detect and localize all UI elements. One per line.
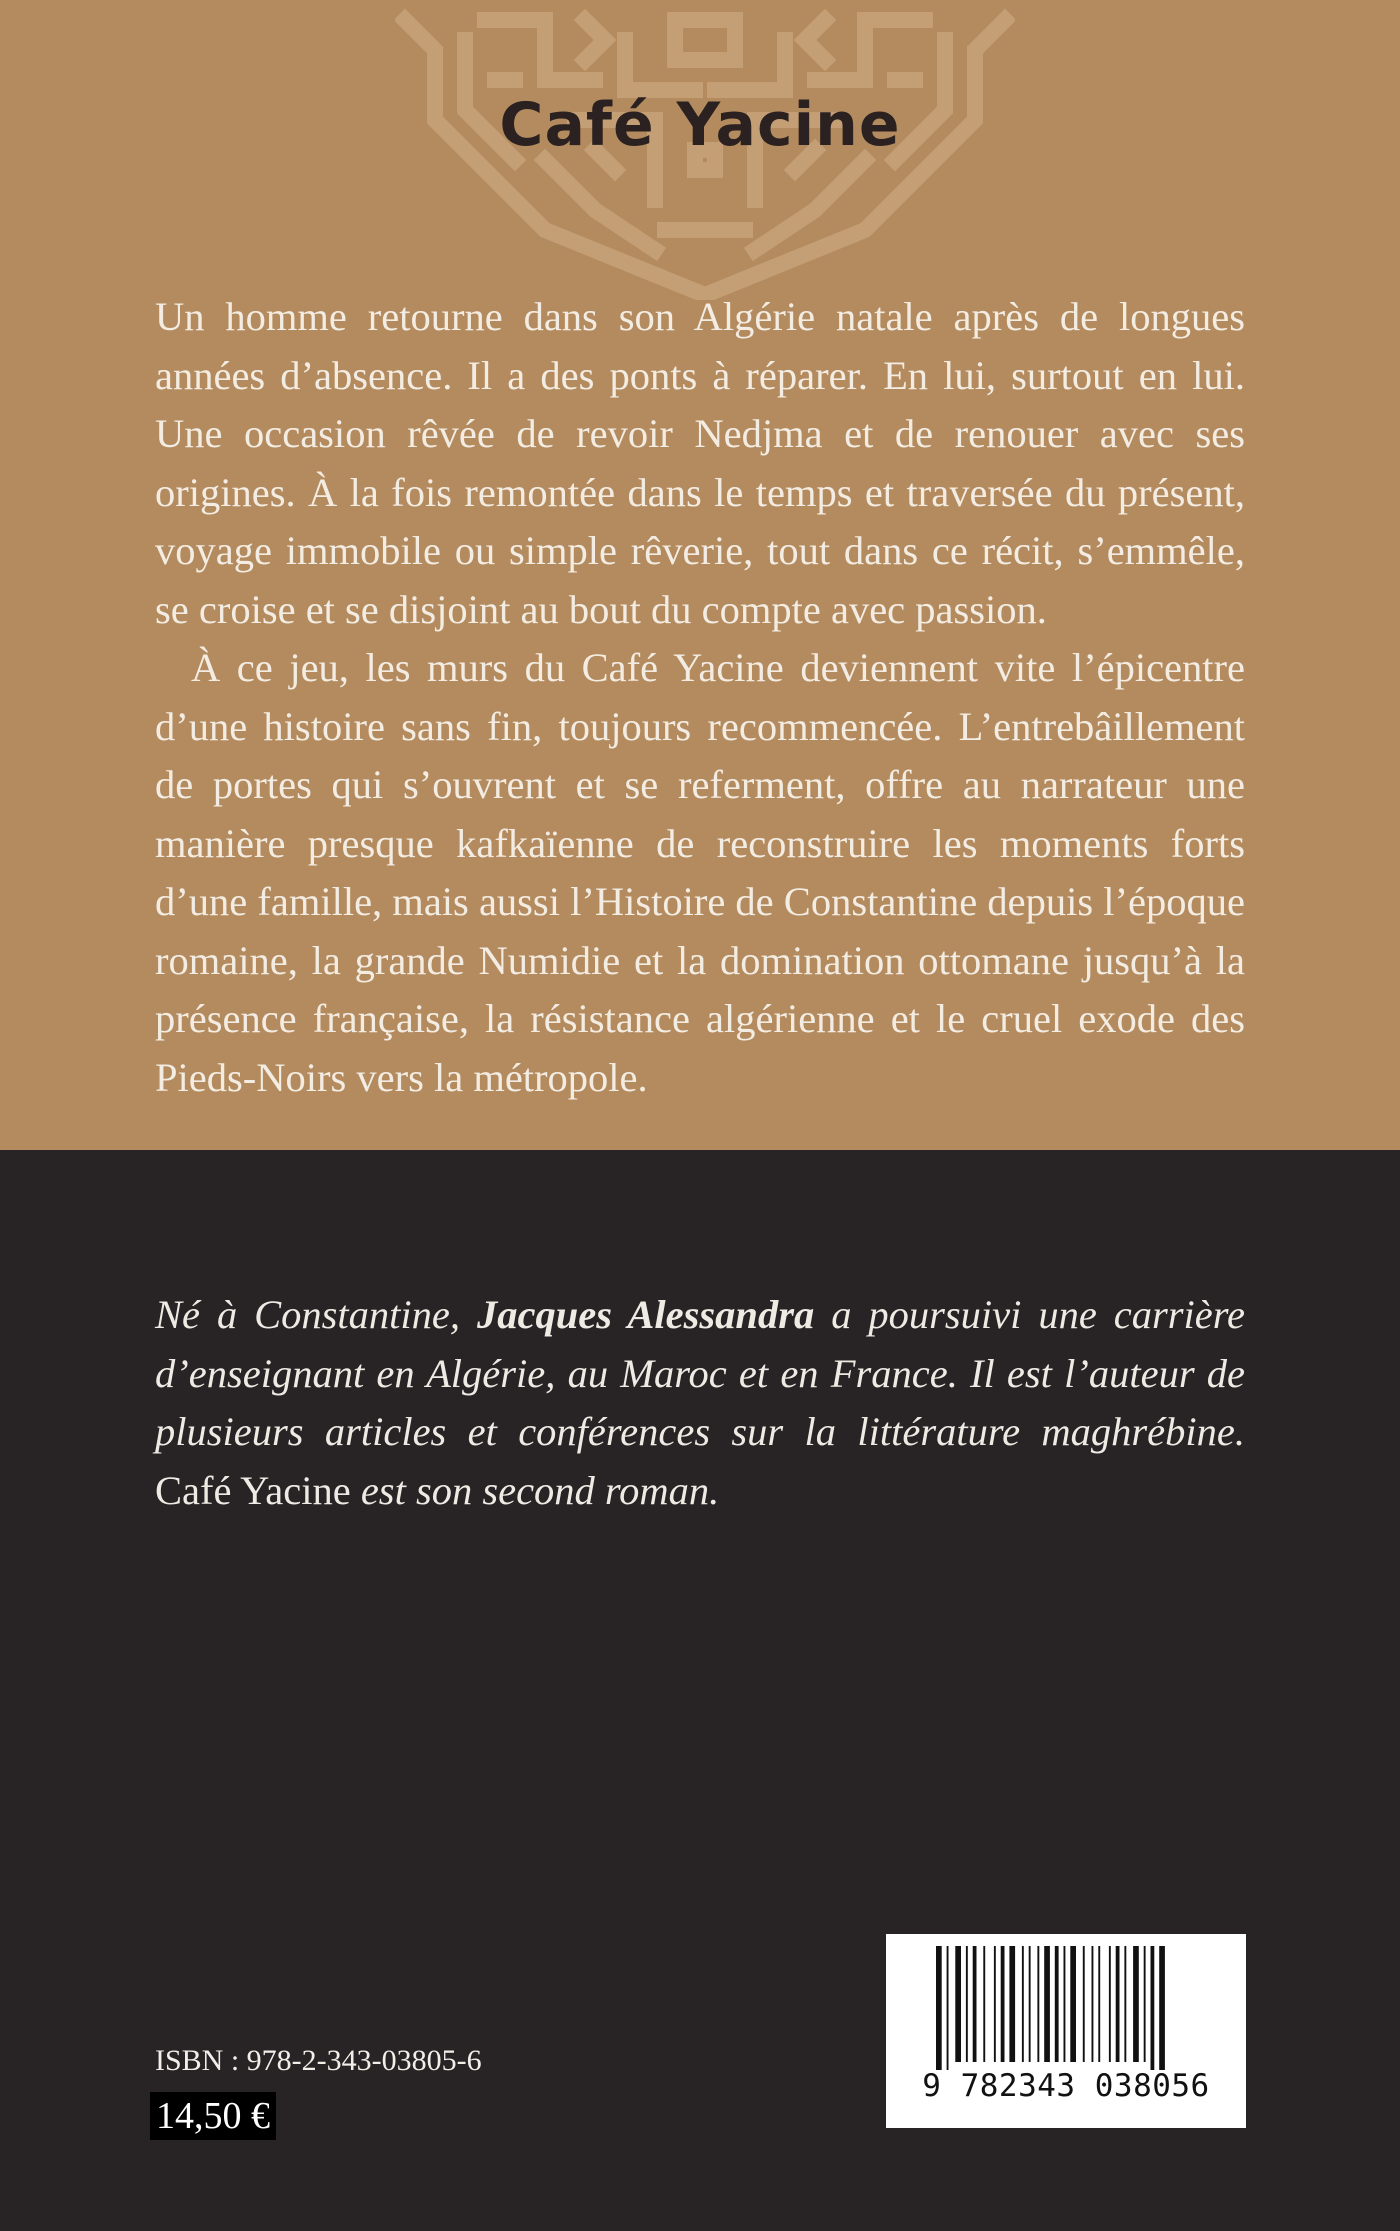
bio-text: a poursuivi une carrière d’enseignant en Algérie, au Maroc et en France. Il est l’auteur de plusieurs articles et conférences sur la littérature maghrébine.: [155, 1292, 1245, 1454]
barcode-bar: [1151, 1946, 1155, 2070]
barcode-bar: [936, 1946, 942, 2070]
barcode-bar: [1037, 1946, 1039, 2062]
barcode-bar: [1083, 1946, 1085, 2062]
barcode-bar: [947, 1946, 949, 2070]
barcode-bar: [955, 1946, 961, 2062]
barcode-bar: [1092, 1946, 1094, 2062]
isbn-number: ISBN : 978-2-343-03805-6: [155, 2044, 482, 2077]
barcode-bar: [1009, 1946, 1015, 2062]
book-title: Café Yacine: [499, 90, 901, 160]
barcode-bar: [1044, 1946, 1050, 2062]
barcode-bar: [1116, 1946, 1120, 2062]
barcode-bar: [1022, 1946, 1024, 2062]
barcode-bar: [973, 1946, 977, 2062]
barcode-bar: [1133, 1946, 1139, 2062]
barcode-bar: [1070, 1946, 1076, 2062]
author-bio: [155, 1286, 1245, 1520]
bio-intro: Né à Constantine,: [155, 1292, 477, 1337]
barcode-bar: [1159, 1946, 1165, 2070]
barcode-bar: [994, 1946, 996, 2062]
barcode-bar: [1124, 1946, 1126, 2062]
barcode-bar: [1055, 1946, 1059, 2062]
author-name: Jacques Alessandra: [476, 1292, 815, 1337]
barcode-bar: [1144, 1946, 1146, 2062]
barcode: [886, 1934, 1246, 2128]
barcode-bar: [1109, 1946, 1111, 2062]
barcode-bar: [966, 1946, 968, 2062]
barcode-bar: [983, 1946, 985, 2062]
barcode-bar: [1001, 1946, 1005, 2062]
price-label: 14,50 €: [150, 2092, 276, 2140]
barcode-bar: [1098, 1946, 1100, 2062]
book-blurb: [155, 288, 1245, 1107]
barcode-bar: [1029, 1946, 1031, 2062]
blurb-paragraph: Un homme retourne dans son Algérie natale après de longues années d’absence. Il a des ponts à réparer. En lui, surtout en lui. Une occasion rêvée de revoir Nedjma et de renouer avec ses origines. À la fois remontée dans le temps et traversée du présent, voyage immobile ou simple rêverie, tout dans ce récit, s’emmêle, se croise et se disjoint au bout du compte avec passion.: [155, 294, 1245, 632]
barcode-digits: 9 782343 038056: [922, 2068, 1210, 2104]
blurb-paragraph: À ce jeu, les murs du Café Yacine deviennent vite l’épicentre d’une histoire sans fin, toujours recommencée. L’entrebâillement de portes qui s’ouvrent et se referment, offre au narrateur une manière presque kafkaïenne de reconstruire les moments forts d’une famille, mais aussi l’Histoire de Constantine depuis l’époque romaine, la grande Numidie et la domination ottomane jusqu’à la présence française, la résistance algérienne et le cruel exode des Pieds-Noirs vers la métropole.: [155, 645, 1245, 1100]
barcode-bar: [1064, 1946, 1066, 2062]
bio-ending: est son second roman.: [350, 1467, 720, 1513]
bio-book-title: Café Yacine: [155, 1467, 351, 1513]
